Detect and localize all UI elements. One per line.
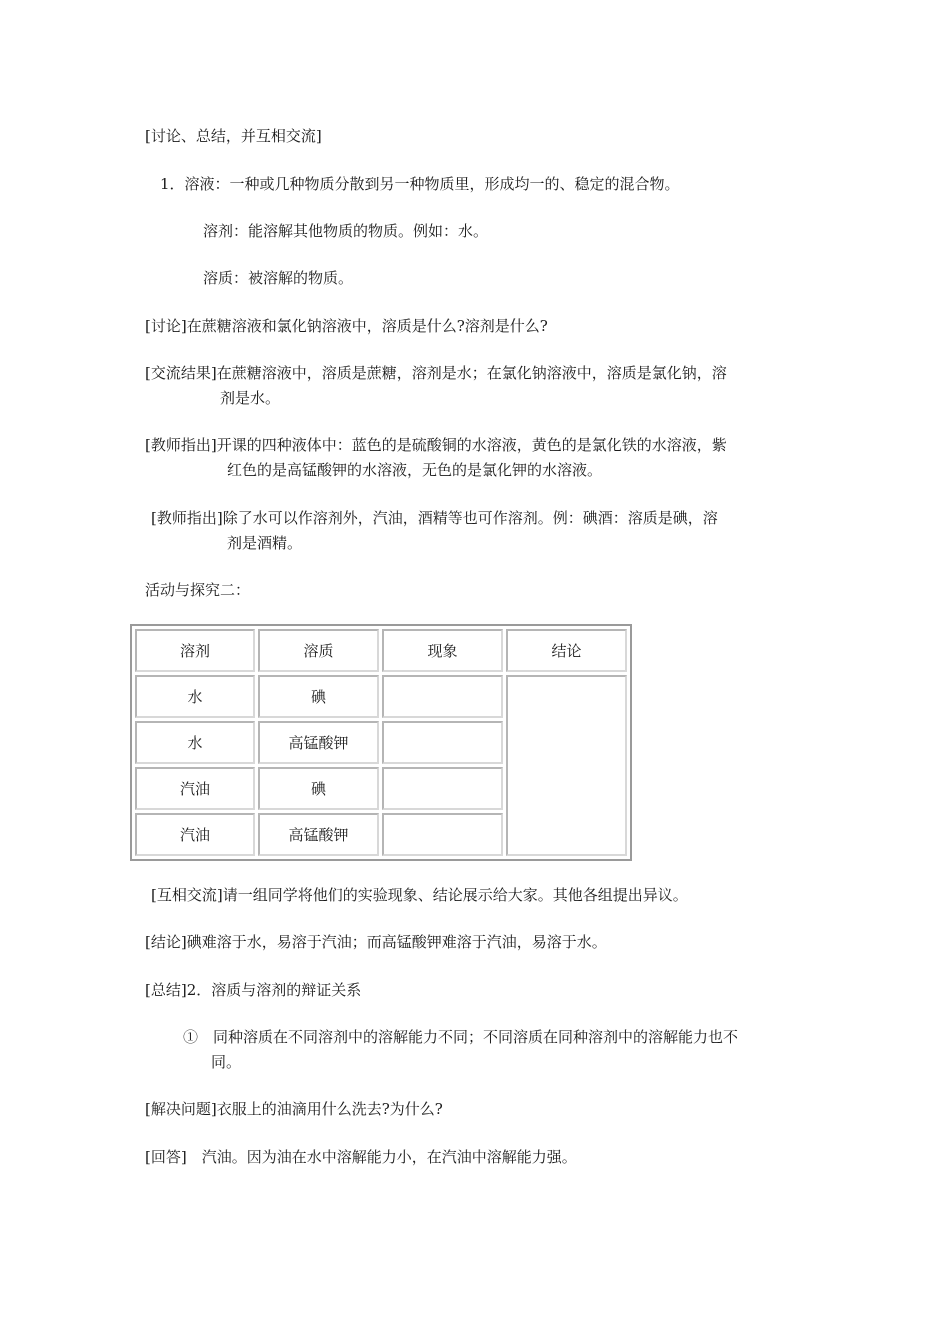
paragraph-solution-definition: 1．溶液：一种或几种物质分散到另一种物质里，形成均一的、稳定的混合物。 bbox=[160, 175, 680, 193]
paragraph-conclusion: [结论]碘难溶于水，易溶于汽油；而高锰酸钾难溶于汽油，易溶于水。 bbox=[145, 933, 607, 951]
experiment-table bbox=[130, 624, 632, 861]
table-cell-solute: 高锰酸钾 bbox=[258, 721, 379, 764]
paragraph-teacher-note-2 bbox=[151, 506, 718, 556]
paragraph-dialectical-point bbox=[183, 1025, 738, 1075]
paragraph-discussion-heading: [讨论、总结，并互相交流] bbox=[145, 127, 322, 145]
table-header-solute: 溶质 bbox=[258, 629, 379, 672]
paragraph-summary-heading: [总结]2．溶质与溶剂的辩证关系 bbox=[145, 981, 362, 999]
paragraph-solute-definition: 溶质：被溶解的物质。 bbox=[203, 269, 354, 287]
paragraph-teacher-note-2-line1: [教师指出]除了水可以作溶剂外，汽油，酒精等也可作溶剂。例：碘酒：溶质是碘，溶 bbox=[151, 509, 718, 527]
table-cell-solute: 碘 bbox=[258, 675, 379, 718]
table-cell-phenomenon bbox=[382, 721, 503, 764]
table-row bbox=[135, 675, 627, 718]
table-header-conclusion: 结论 bbox=[506, 629, 627, 672]
table-header-phenomenon: 现象 bbox=[382, 629, 503, 672]
table-cell-phenomenon bbox=[382, 675, 503, 718]
table-cell-solvent: 汽油 bbox=[135, 767, 255, 810]
paragraph-dialectical-point-line2: 同。 bbox=[211, 1053, 242, 1071]
paragraph-dialectical-point-line1: ① 同种溶质在不同溶剂中的溶解能力不同；不同溶质在同种溶剂中的溶解能力也不 bbox=[183, 1028, 739, 1046]
table-cell-solute: 碘 bbox=[258, 767, 379, 810]
paragraph-mutual-exchange: [互相交流]请一组同学将他们的实验现象、结论展示给大家。其他各组提出异议。 bbox=[151, 886, 688, 904]
table-cell-phenomenon bbox=[382, 767, 503, 810]
paragraph-teacher-note-1 bbox=[145, 433, 727, 483]
table-header-solvent: 溶剂 bbox=[135, 629, 255, 672]
paragraph-exchange-result bbox=[145, 361, 727, 411]
paragraph-exchange-result-line2: 剂是水。 bbox=[220, 389, 281, 407]
paragraph-teacher-note-1-line2: 红色的是高锰酸钾的水溶液，无色的是氯化钾的水溶液。 bbox=[227, 461, 603, 479]
paragraph-activity-two: 活动与探究二： bbox=[145, 581, 251, 599]
table-cell-solute: 高锰酸钾 bbox=[258, 813, 379, 856]
table-cell-phenomenon bbox=[382, 813, 503, 856]
paragraph-problem: [解决问题]衣服上的油滴用什么洗去?为什么? bbox=[145, 1100, 443, 1118]
paragraph-exchange-result-line1: [交流结果]在蔗糖溶液中，溶质是蔗糖，溶剂是水；在氯化钠溶液中，溶质是氯化钠，溶 bbox=[145, 364, 727, 382]
table-cell-conclusion bbox=[506, 675, 627, 856]
paragraph-solvent-definition: 溶剂：能溶解其他物质的物质。例如：水。 bbox=[203, 222, 489, 240]
paragraph-teacher-note-1-line1: [教师指出]开课的四种液体中：蓝色的是硫酸铜的水溶液，黄色的是氯化铁的水溶液，紫 bbox=[145, 436, 727, 454]
table-cell-solvent: 水 bbox=[135, 675, 255, 718]
table-header-row bbox=[135, 629, 627, 672]
table-cell-solvent: 水 bbox=[135, 721, 255, 764]
paragraph-teacher-note-2-line2: 剂是酒精。 bbox=[227, 534, 303, 552]
table-cell-solvent: 汽油 bbox=[135, 813, 255, 856]
paragraph-answer: [回答] 汽油。因为油在水中溶解能力小，在汽油中溶解能力强。 bbox=[145, 1148, 577, 1166]
paragraph-discussion-question: [讨论]在蔗糖溶液和氯化钠溶液中，溶质是什么?溶剂是什么? bbox=[145, 317, 548, 335]
